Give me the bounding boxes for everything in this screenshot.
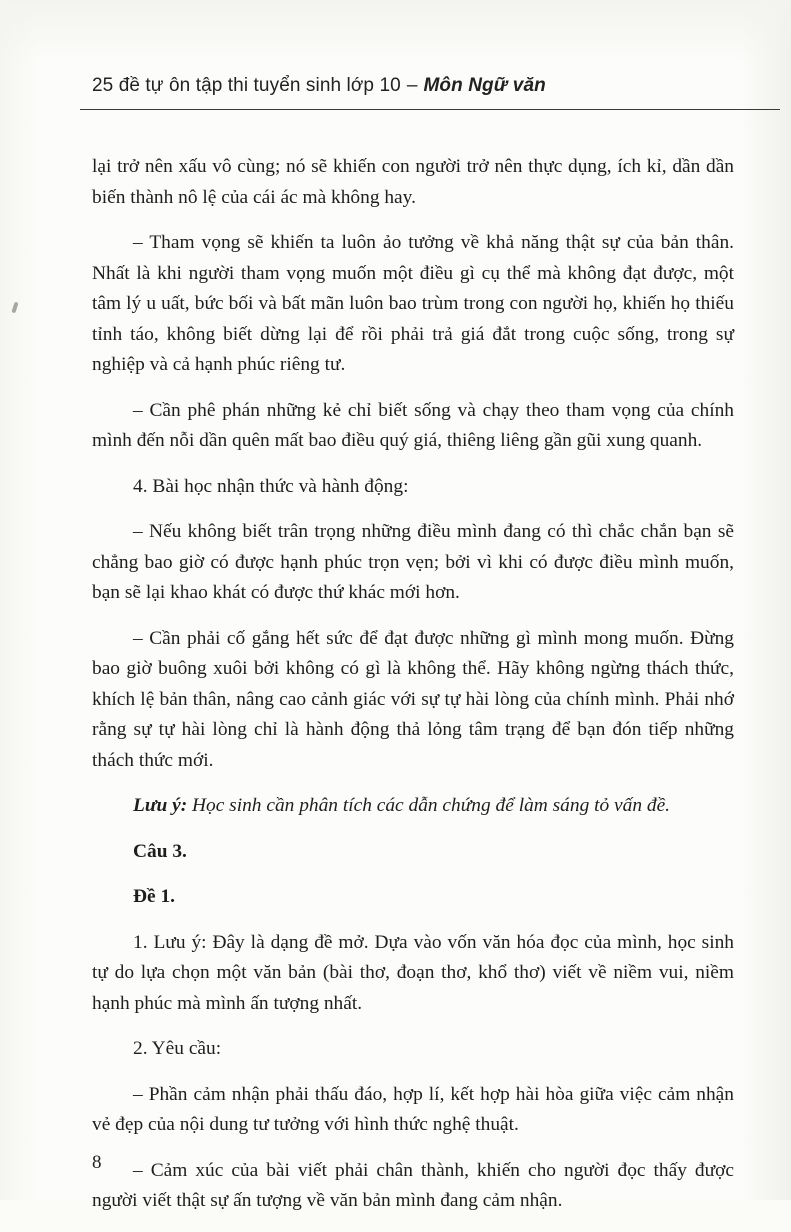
page-body — [92, 152, 734, 1232]
question-heading: Câu 3. — [133, 840, 187, 862]
exam-heading: Đề 1. — [133, 886, 176, 907]
header-separator: – — [406, 75, 418, 96]
paragraph-appreciate: – Nếu không biết trân trọng những điều mình đang có thì chắc chắn bạn sẽ chẳng bao giờ có được hạnh phúc trọn vẹn; bởi vì khi có được điều mình muốn, bạn sẽ lại khao khát có được thứ khác mới hơn. — [92, 521, 734, 603]
subject-title: Môn Ngữ văn — [423, 75, 546, 96]
paragraph-requirement-2: – Cảm xúc của bài viết phải chân thành, khiến cho người đọc thấy được người viết thật sự ấn tượng về văn bản mình đang cảm nhận. — [92, 1159, 734, 1211]
note-text: Học sinh cần phân tích các dẫn chứng để làm sáng tỏ vấn đề. — [187, 795, 671, 816]
note-paragraph — [92, 791, 734, 822]
note-label: Lưu ý: — [133, 795, 188, 816]
paragraph-criticism: – Cần phê phán những kẻ chỉ biết sống và chạy theo tham vọng của chính mình đến nỗi dần quên mất bao điều quý giá, thiêng liêng gần gũi xung quanh. — [92, 399, 734, 451]
header-divider — [80, 109, 780, 110]
paragraph-effort: – Cần phải cố gắng hết sức để đạt được những gì mình mong muốn. Đừng bao giờ buông xuôi bởi không có gì là không thể. Hãy không ngừng thách thức, khích lệ bản thân, nâng cao cảnh giác với sự tự hài lòng của chính mình. Phải nhớ rằng sự tự hài lòng chỉ là hành động thả lỏng tâm trạng để bạn đón tiếp những thách thức mới. — [92, 627, 734, 771]
book-title: 25 đề tự ôn tập thi tuyển sinh lớp 10 — [92, 75, 401, 96]
paragraph-requirement-1: – Phần cảm nhận phải thấu đáo, hợp lí, kết hợp hài hòa giữa việc cảm nhận vẻ đẹp của nội dung tư tưởng với hình thức nghệ thuật. — [92, 1083, 734, 1135]
paragraph-lesson-heading: 4. Bài học nhận thức và hành động: — [133, 475, 409, 497]
paragraph-ambition-illusion: – Tham vọng sẽ khiến ta luôn ảo tưởng về khả năng thật sự của bản thân. Nhất là khi người tham vọng muốn một điều gì cụ thể mà không đạt được, một tâm lý u uất, bức bối và bất mãn luôn bao trùm trong con người họ, khiến họ thiếu tỉnh táo, không biết dừng lại để rồi phải trả giá đắt trong cuộc sống, trong sự nghiệp và cả hạnh phúc riêng tư. — [92, 232, 734, 375]
running-header — [92, 75, 546, 97]
paragraph-requirements-heading: 2. Yêu cầu: — [133, 1038, 222, 1059]
paragraph-open-topic: 1. Lưu ý: Đây là dạng đề mở. Dựa vào vốn văn hóa đọc của mình, học sinh tự do lựa chọn một văn bản (bài thơ, đoạn thơ, khổ thơ) viết về niềm vui, niềm hạnh phúc mà mình ấn tượng nhất. — [92, 931, 734, 1014]
page-number: 8 — [92, 1152, 102, 1173]
top-edge-bleed — [0, 0, 791, 62]
paragraph-continuation: lại trở nên xấu vô cùng; nó sẽ khiến con người trở nên thực dụng, ích kỉ, dần dần biến thành nô lệ của cái ác mà không hay. — [92, 156, 734, 208]
paper-speck — [11, 302, 18, 314]
